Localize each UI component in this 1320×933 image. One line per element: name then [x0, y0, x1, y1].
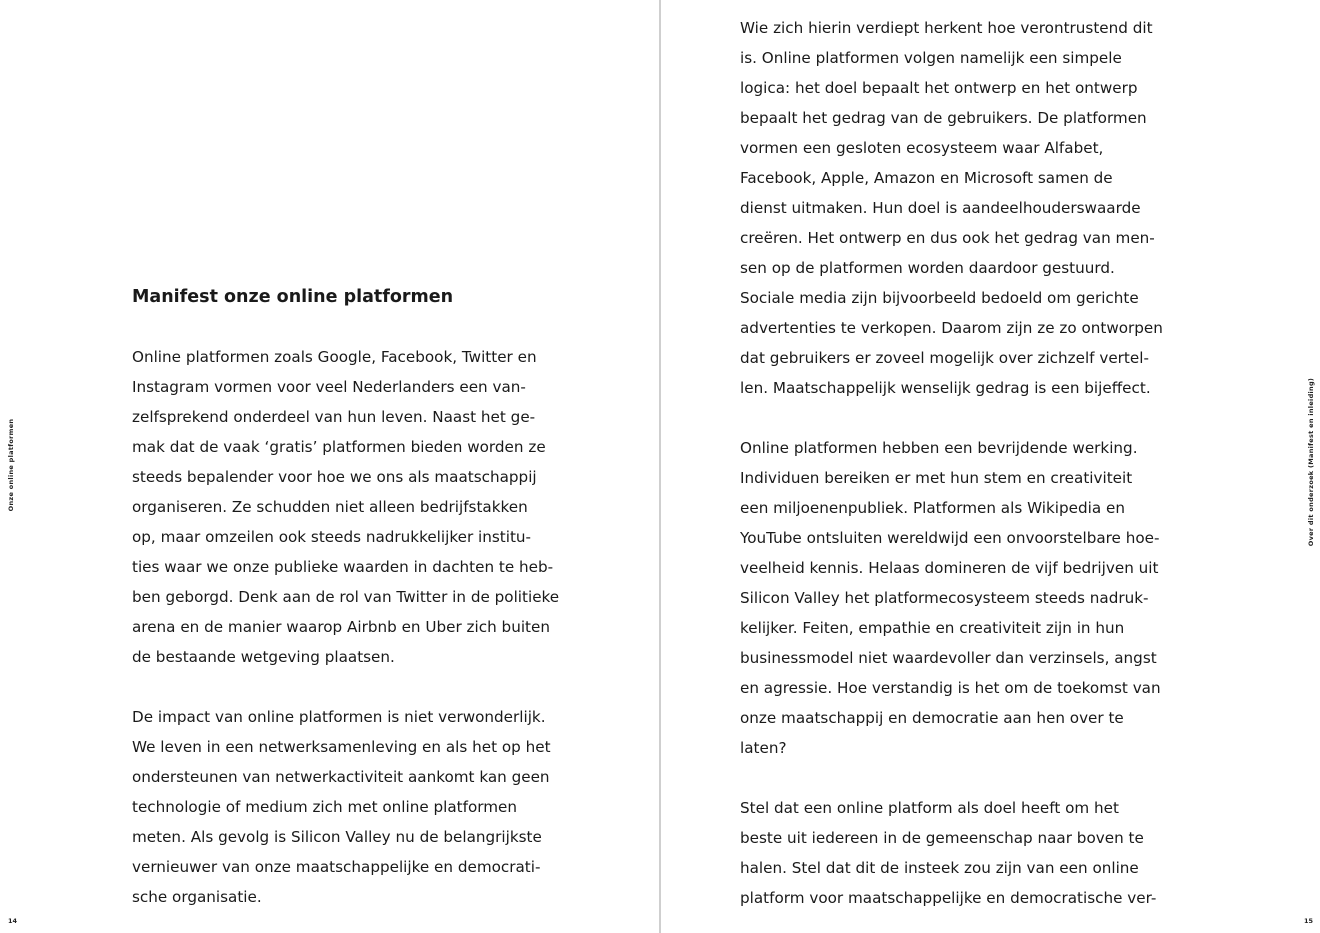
text-line: bepaalt het gedrag van de gebruikers. De platformen — [740, 109, 1147, 127]
text-line: dat gebruikers er zoveel mogelijk over zichzelf vertel- — [740, 349, 1149, 367]
text-line: organiseren. Ze schudden niet alleen bedrijfstakken — [132, 498, 528, 516]
text-line: sche organisatie. — [132, 888, 262, 906]
text-line: ben geborgd. Denk aan de rol van Twitter in de politieke — [132, 588, 560, 606]
text-line: platform voor maatschappelijke en democratische ver- — [740, 889, 1157, 907]
text-line: vormen een gesloten ecosysteem waar Alfabet, — [740, 139, 1104, 157]
page-number: 14 — [8, 917, 18, 925]
text-line: ondersteunen van netwerkactiviteit aankomt kan geen — [132, 768, 550, 786]
paragraph — [740, 13, 1163, 403]
text-line: advertenties te verkopen. Daarom zijn ze zo ontworpen — [740, 319, 1163, 337]
text-line: Online platformen hebben een bevrijdende werking. — [740, 439, 1138, 457]
text-line: ties waar we onze publieke waarden in dachten te heb- — [132, 558, 554, 576]
paragraph — [740, 433, 1161, 763]
text-line: Silicon Valley het platformecosysteem steeds nadruk- — [740, 589, 1149, 607]
running-section-label: Over dit onderzoek (Manifest en inleiding) — [1307, 377, 1315, 547]
text-line: beste uit iedereen in de gemeenschap naar boven te — [740, 829, 1144, 847]
text-line: We leven in een netwerksamenleving en als het op het — [132, 738, 551, 756]
text-line: laten? — [740, 739, 787, 757]
left-page — [0, 0, 659, 933]
page-number: 15 — [1304, 917, 1314, 925]
paragraph — [740, 793, 1156, 913]
text-line: YouTube ontsluiten wereldwijd een onvoorstelbare hoe- — [740, 529, 1160, 547]
running-section-label: Onze online platformen — [7, 418, 15, 512]
text-line: De impact van online platformen is niet verwonderlijk. — [132, 708, 546, 726]
text-line: logica: het doel bepaalt het ontwerp en het ontwerp — [740, 79, 1138, 97]
text-line: kelijker. Feiten, empathie en creativiteit zijn in hun — [740, 619, 1125, 637]
text-line: Facebook, Apple, Amazon en Microsoft samen de — [740, 169, 1113, 187]
text-line: een miljoenenpubliek. Platformen als Wikipedia en — [740, 499, 1125, 517]
text-line: technologie of medium zich met online platformen — [132, 798, 518, 816]
text-line: Instagram vormen voor veel Nederlanders een van- — [132, 378, 526, 396]
right-page — [661, 0, 1320, 933]
text-line: en agressie. Hoe verstandig is het om de toekomst van — [740, 679, 1161, 697]
text-line: sen op de platformen worden daardoor gestuurd. — [740, 259, 1115, 277]
text-line: vernieuwer van onze maatschappelijke en democrati- — [132, 858, 541, 876]
text-line: businessmodel niet waardevoller dan verzinsels, angst — [740, 649, 1157, 667]
text-line: Online platformen zoals Google, Facebook, Twitter en — [132, 348, 537, 366]
text-line: de bestaande wetgeving plaatsen. — [132, 648, 395, 666]
page-heading: Manifest onze online platformen — [132, 287, 454, 307]
text-line: Sociale media zijn bijvoorbeeld bedoeld om gerichte — [740, 289, 1139, 307]
text-line: is. Online platformen volgen namelijk een simpele — [740, 49, 1122, 67]
text-line: Wie zich hierin verdiept herkent hoe verontrustend dit — [740, 19, 1153, 37]
text-line: op, maar omzeilen ook steeds nadrukkelijker institu- — [132, 528, 532, 546]
text-line: onze maatschappij en democratie aan hen over te — [740, 709, 1124, 727]
paragraph — [132, 702, 551, 912]
text-line: zelfsprekend onderdeel van hun leven. Naast het ge- — [132, 408, 536, 426]
text-line: dienst uitmaken. Hun doel is aandeelhouderswaarde — [740, 199, 1141, 217]
text-line: arena en de manier waarop Airbnb en Uber zich buiten — [132, 618, 550, 636]
paragraph — [132, 342, 559, 672]
text-line: halen. Stel dat dit de insteek zou zijn van een online — [740, 859, 1139, 877]
text-line: Stel dat een online platform als doel heeft om het — [740, 799, 1119, 817]
text-line: Individuen bereiken er met hun stem en creativiteit — [740, 469, 1133, 487]
text-line: len. Maatschappelijk wenselijk gedrag is een bijeffect. — [740, 379, 1151, 397]
text-line: creëren. Het ontwerp en dus ook het gedrag van men- — [740, 229, 1155, 247]
text-line: veelheid kennis. Helaas domineren de vijf bedrijven uit — [740, 559, 1159, 577]
text-line: meten. Als gevolg is Silicon Valley nu de belangrijkste — [132, 828, 542, 846]
text-line: steeds bepalender voor hoe we ons als maatschappij — [132, 468, 537, 486]
text-line: mak dat de vaak ‘gratis’ platformen bieden worden ze — [132, 438, 546, 456]
